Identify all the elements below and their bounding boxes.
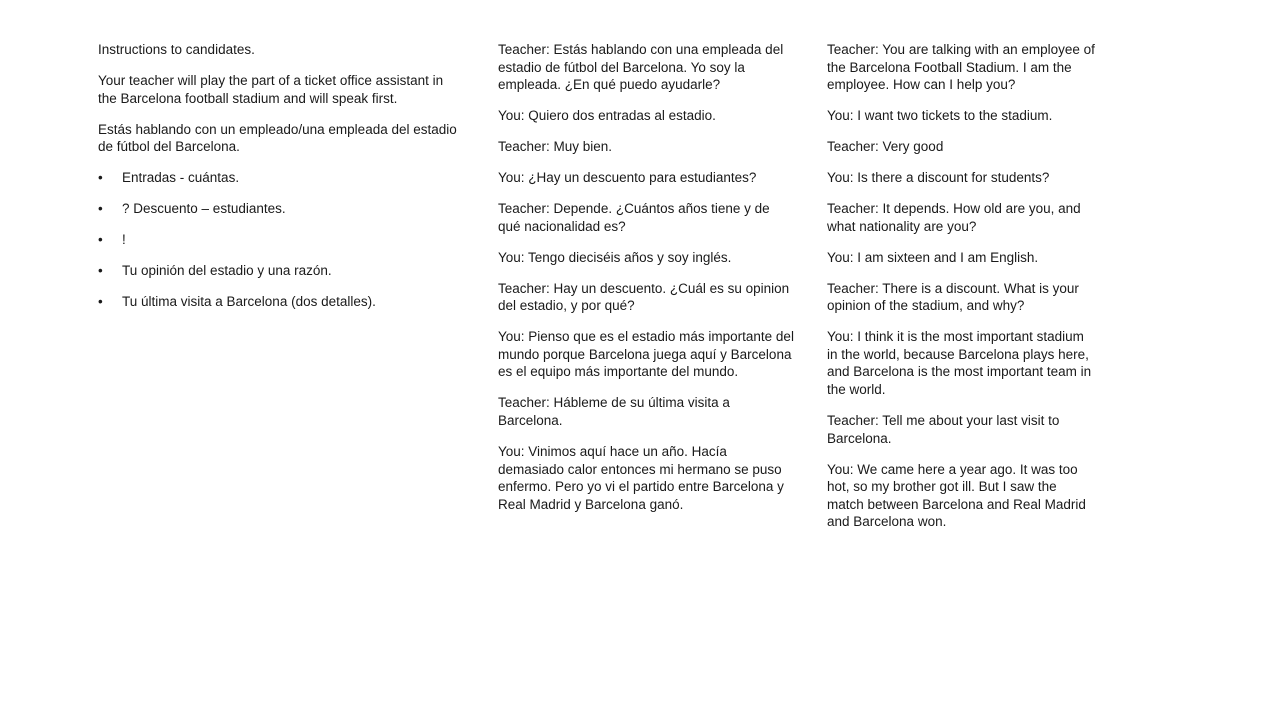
dialogue-line-teacher: Teacher: Depende. ¿Cuántos años tiene y de qué nacionalidad es? [498, 201, 770, 234]
instructions-column [98, 41, 463, 324]
english-dialogue-column [827, 41, 1095, 544]
dialogue-line-teacher: Teacher: You are talking with an employee of the Barcelona Football Stadium. I am the employee. How can I help you? [827, 42, 1095, 93]
dialogue-line-teacher: Teacher: Estás hablando con una empleada del estadio de fútbol del Barcelona. Yo soy la empleada. ¿En qué puedo ayudarle? [498, 42, 784, 93]
task-bullet-text: Tu última visita a Barcelona (dos detalles). [122, 294, 376, 310]
dialogue-line-teacher: Teacher: Muy bien. [498, 139, 613, 155]
bullet-icon: • [98, 294, 103, 310]
task-bullet-text: ? Descuento – estudiantes. [122, 201, 286, 217]
dialogue-line-you: You: ¿Hay un descuento para estudiantes? [498, 170, 757, 186]
spanish-dialogue-column [498, 41, 794, 527]
dialogue-line-you: You: I am sixteen and I am English. [827, 249, 1039, 265]
task-bullet-item [98, 169, 463, 187]
bullet-icon: • [98, 170, 103, 186]
dialogue-line-teacher: Teacher: Tell me about your last visit to Barcelona. [827, 413, 1060, 446]
task-bullet-text: Tu opinión del estadio y una razón. [122, 263, 332, 279]
instructions-intro-spanish: Estás hablando con un empleado/una empleada del estadio de fútbol del Barcelona. [98, 121, 457, 155]
task-bullet-text: Entradas - cuántas. [122, 170, 240, 186]
task-bullet-item [98, 293, 463, 311]
instructions-intro-english: Your teacher will play the part of a ticket office assistant in the Barcelona football stadium and will speak first. [98, 72, 444, 106]
bullet-icon: • [98, 232, 103, 248]
dialogue-line-you: You: Is there a discount for students? [827, 170, 1050, 186]
dialogue-line-you: You: Pienso que es el estadio más importante del mundo porque Barcelona juega aquí y Barcelona es el equipo más importante del mundo. [498, 329, 794, 380]
dialogue-line-teacher: Teacher: Very good [827, 139, 944, 155]
dialogue-line-you: You: I think it is the most important stadium in the world, because Barcelona plays here, and Barcelona is the most important team in the world. [827, 329, 1092, 398]
task-bullet-item [98, 262, 463, 280]
bullet-icon: • [98, 201, 103, 217]
task-bullet-list [98, 169, 463, 311]
dialogue-line-teacher: Teacher: It depends. How old are you, and what nationality are you? [827, 201, 1081, 234]
task-bullet-item [98, 200, 463, 218]
dialogue-line-teacher: Teacher: Hay un descuento. ¿Cuál es su opinion del estadio, y por qué? [498, 280, 790, 314]
dialogue-line-you: You: Quiero dos entradas al estadio. [498, 108, 716, 124]
task-bullet-item [98, 231, 463, 249]
bullet-icon: • [98, 263, 103, 279]
dialogue-line-you: You: I want two tickets to the stadium. [827, 108, 1053, 124]
task-bullet-text: ! [122, 232, 126, 248]
dialogue-line-you: You: Vinimos aquí hace un año. Hacía demasiado calor entonces mi hermano se puso enfermo. Pero yo vi el partido entre Barcelona y Real Madrid y Barcelona ganó. [498, 444, 784, 512]
dialogue-line-you: You: Tengo dieciséis años y soy inglés. [498, 249, 732, 265]
instructions-heading: Instructions to candidates. [98, 42, 255, 57]
dialogue-line-teacher: Teacher: There is a discount. What is your opinion of the stadium, and why? [827, 280, 1079, 314]
dialogue-line-you: You: We came here a year ago. It was too hot, so my brother got ill. But I saw the match between Barcelona and Real Madrid and Barcelona won. [827, 461, 1086, 530]
dialogue-line-teacher: Teacher: Hábleme de su última visita a Barcelona. [498, 395, 730, 429]
